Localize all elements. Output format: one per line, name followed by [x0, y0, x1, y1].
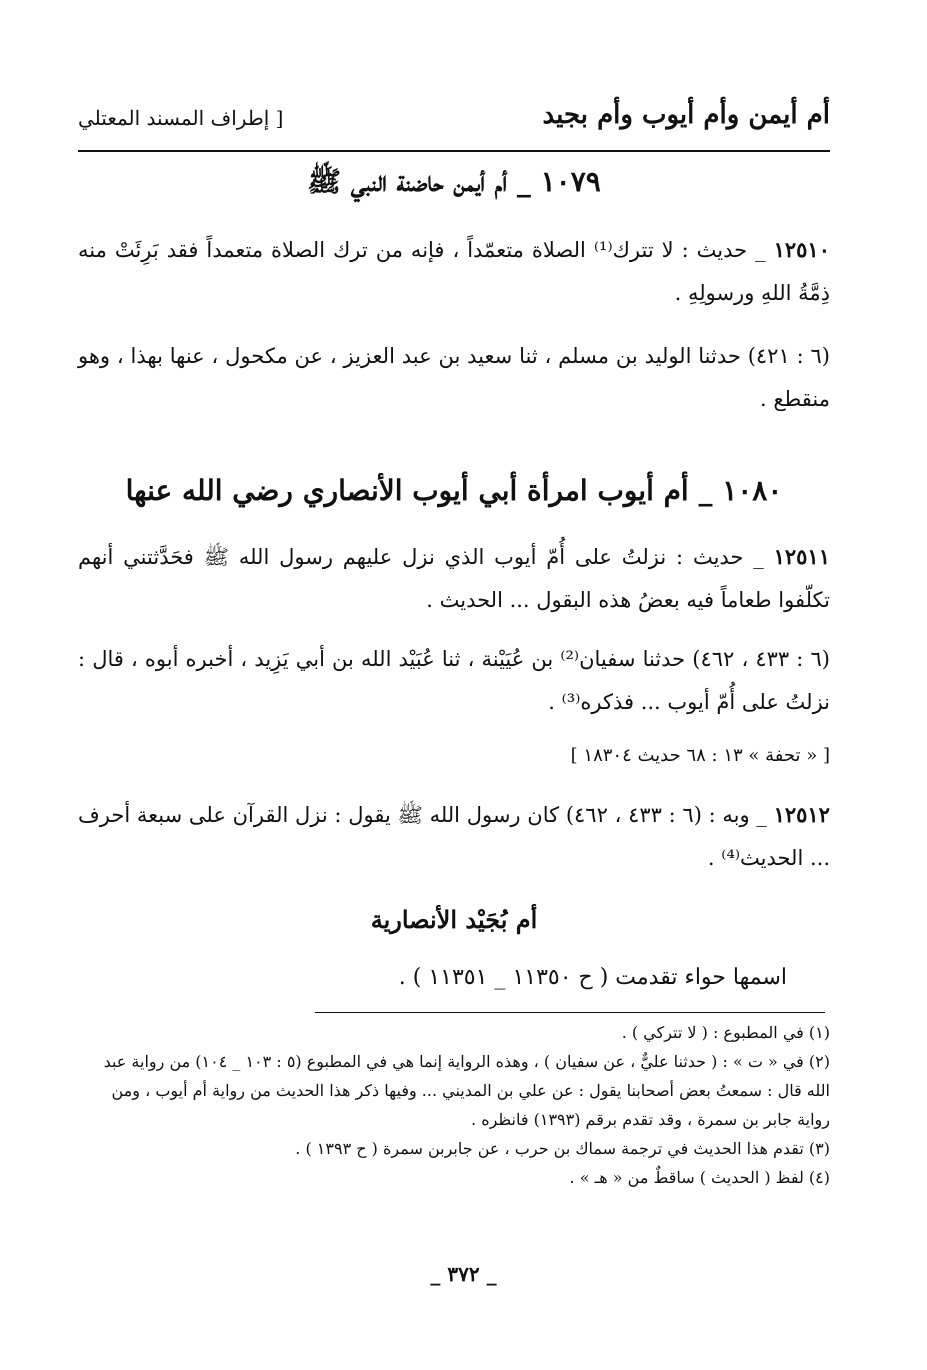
- hadith-text: _ وبه : (٦ : ٤٣٣ ، ٤٦٢) كان رسول الله ﷺ يقول : نزل القرآن على سبعة أحرف ... الحديث⁽⁴⁾ .: [78, 803, 830, 870]
- tuhfa-citation: [ « تحفة » ١٣ : ٦٨ حديث ١٨٣٠٤ ]: [570, 745, 830, 766]
- footnotes: [78, 1018, 830, 1192]
- footnote-4: (٤) لفظ ( الحديث ) ساقطٌ من « هـ » .: [569, 1168, 830, 1187]
- header-chapter-title: أم أيمن وأم أيوب وأم بجيد: [542, 100, 830, 130]
- hadith-text: _ حديث : لا تترك⁽¹⁾ الصلاة متعمّداً ، فإنه من ترك الصلاة متعمداً فقد بَرِئَتْ منه ذِمَّةُ اللهِ ورسولِهِ .: [78, 238, 830, 305]
- footnote-3: (٣) تقدم هذا الحديث في ترجمة سماك بن حرب ، عن جابربن سمرة ( ح ١٣٩٣ ) .: [295, 1139, 830, 1158]
- hadith-12512: [78, 793, 830, 880]
- hadith-12511: [78, 535, 830, 622]
- hadith-number: ١٢٥١١: [773, 544, 830, 569]
- header-rule: [78, 150, 830, 152]
- hadith-number: ١٢٥١٠: [773, 237, 830, 262]
- footnote-1: (١) في المطبوع : ( لا تتركي ) .: [621, 1023, 830, 1042]
- subsection-title: أم بُجَيْد الأنصارية: [370, 905, 538, 934]
- footnote-2: (٢) في « ت » : ( حدثنا عليٌّ ، عن سفيان ) ، وهذه الرواية إنما هي في المطبوع (٥ : ١٠٣ _ ١٠٤) من رواية عبد الله قال : سمعتُ بعض أصحابنا يقول : عن علي بن المديني ... وفيها ذكر هذا الحديث من رواية أم أيوب ، ومن رواية جابر بن سمرة ، وقد تقدم برقم (١٣٩٣) فانظره .: [103, 1052, 830, 1129]
- page-number: _ ٣٧٢ _: [430, 1262, 497, 1286]
- footnote-rule: [315, 1012, 825, 1013]
- running-header: [78, 100, 830, 138]
- section-title-1079: ١٠٧٩ _ أم أيمن حاضنة النبي ﷺ: [307, 165, 601, 198]
- subsection-text: اسمها حواء تقدمت ( ح ١١٣٥٠ _ ١١٣٥١ ) .: [398, 965, 787, 990]
- isnad-12511: (٦ : ٤٣٣ ، ٤٦٢) حدثنا سفيان⁽²⁾ بن عُيَيْنة ، ثنا عُبَيْد الله بن أبي يَزِيد ، أخبره أبوه ، قال : نزلتُ على أُمّ أيوب ... فذكره⁽³⁾ .: [78, 647, 830, 714]
- hadith-text: _ حديث : نزلتُ على أُمّ أيوب الذي نزل عليهم رسول الله ﷺ فحَدَّثتني أنهم تكلّفوا طعاماً فيه بعضُ هذه البقول ... الحديث .: [78, 545, 830, 612]
- isnad-12510: (٦ : ٤٢١) حدثنا الوليد بن مسلم ، ثنا سعيد بن عبد العزيز ، عن مكحول ، عنها بهذا ، وهو منقطع .: [78, 344, 830, 411]
- hadith-number: ١٢٥١٢: [773, 802, 830, 827]
- header-book-title: [ إطراف المسند المعتلي: [78, 106, 284, 130]
- hadith-12510: [78, 228, 830, 315]
- section-title-1080: ١٠٨٠ _ أم أيوب امرأة أبي أيوب الأنصاري رضي الله عنها: [125, 474, 783, 507]
